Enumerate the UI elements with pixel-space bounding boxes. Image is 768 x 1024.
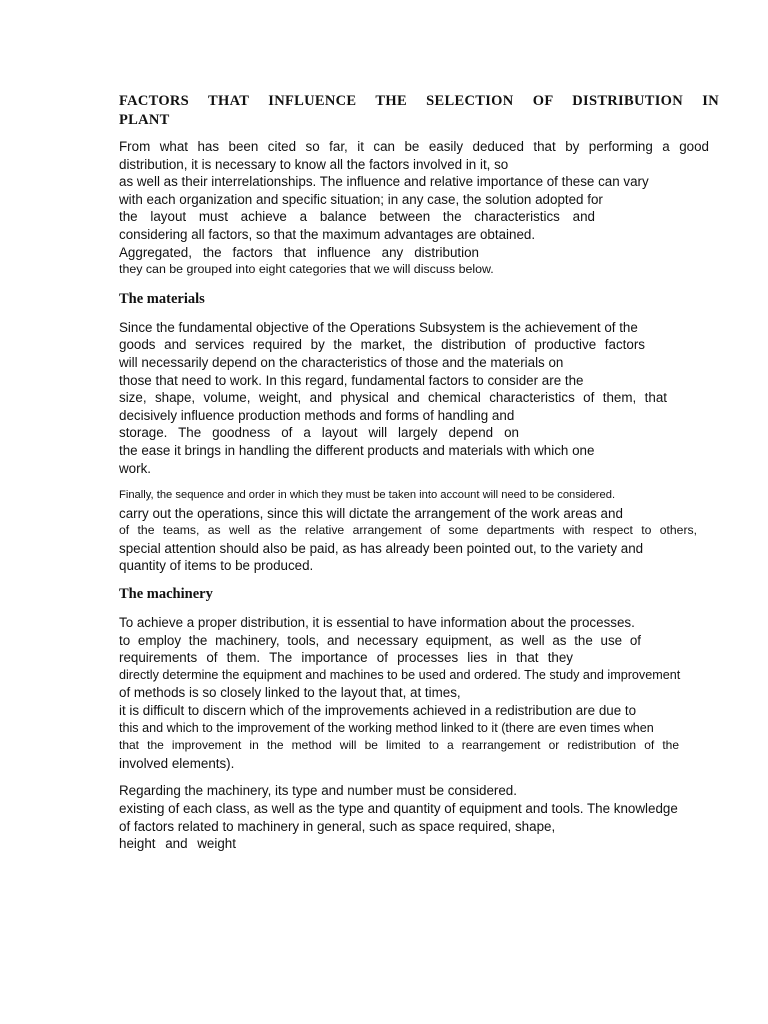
document-body [119, 92, 719, 863]
text-line: to employ the machinery, tools, and necessary equipment, as well as the use of [119, 632, 641, 648]
text-line: existing of each class, as well as the type and quantity of equipment and tools. The knowledge [119, 801, 678, 816]
text-line: those that need to work. In this regard, fundamental factors to consider are the [119, 372, 584, 388]
text-line: To achieve a proper distribution, it is essential to have information about the processes. [119, 615, 635, 631]
text-line: Regarding the machinery, its type and number must be considered. [119, 783, 517, 799]
materials-paragraph-2 [119, 487, 719, 575]
text-line: this and which to the improvement of the working method linked to it (there are even times when [119, 720, 654, 735]
text-line: of methods is so closely linked to the layout that, at times, [119, 685, 461, 701]
text-line: it is difficult to discern which of the improvements achieved in a redistribution are due to [119, 703, 637, 719]
title-line: FACTORS THAT INFLUENCE THE SELECTION OF DISTRIBUTION IN [119, 93, 719, 109]
text-line: with each organization and specific situation; in any case, the solution adopted for [119, 191, 603, 207]
text-line: Finally, the sequence and order in which they must be taken into account will need to be considered. [119, 489, 616, 502]
text-line: decisively influence production methods and forms of handling and [119, 407, 515, 423]
text-line: of factors related to machinery in general, such as space required, shape, [119, 818, 556, 834]
text-line: From what has been cited so far, it can be easily deduced that by performing a good [119, 139, 709, 154]
text-line: quantity of items to be produced. [119, 558, 314, 574]
text-line: requirements of them. The importance of processes lies in that they [119, 650, 573, 666]
text-line: Since the fundamental objective of the Operations Subsystem is the achievement of the [119, 319, 638, 335]
machinery-paragraph-2 [119, 782, 719, 852]
text-line: Aggregated, the factors that influence any distribution [119, 244, 479, 260]
text-line: special attention should also be paid, as has already been pointed out, to the variety and [119, 540, 644, 556]
text-line: directly determine the equipment and machines to be used and ordered. The study and improvement [119, 667, 681, 682]
title-line: PLANT [119, 112, 170, 128]
text-line: the layout must achieve a balance between the characteristics and [119, 209, 595, 225]
text-line: distribution, it is necessary to know all the factors involved in it, so [119, 156, 509, 172]
text-line: storage. The goodness of a layout will largely depend on [119, 425, 519, 441]
document-title [119, 92, 719, 130]
text-line: the ease it brings in handling the different products and materials with which one [119, 442, 595, 458]
text-line: considering all factors, so that the maximum advantages are obtained. [119, 226, 536, 242]
machinery-paragraph-1 [119, 614, 719, 772]
text-line: carry out the operations, since this will dictate the arrangement of the work areas and [119, 505, 623, 521]
text-line: height and weight [119, 836, 236, 852]
materials-paragraph-1 [119, 319, 719, 477]
text-line: involved elements). [119, 755, 235, 771]
text-line: will necessarily depend on the characteristics of those and the materials on [119, 354, 564, 370]
section-heading-machinery: The machinery [119, 586, 213, 603]
text-line: that the improvement in the method will be limited to a rearrangement or redistribution of the [119, 738, 679, 753]
text-line: of the teams, as well as the relative arrangement of some departments with respect to others, [119, 523, 697, 538]
text-line: as well as their interrelationships. The influence and relative importance of these can vary [119, 174, 649, 190]
section-heading-materials: The materials [119, 290, 205, 307]
text-line: goods and services required by the market, the distribution of productive factors [119, 337, 645, 353]
text-line: they can be grouped into eight categories that we will discuss below. [119, 262, 494, 277]
text-line: size, shape, volume, weight, and physical and chemical characteristics of them, that [119, 390, 667, 406]
intro-paragraph [119, 138, 719, 279]
text-line: work. [119, 460, 151, 476]
